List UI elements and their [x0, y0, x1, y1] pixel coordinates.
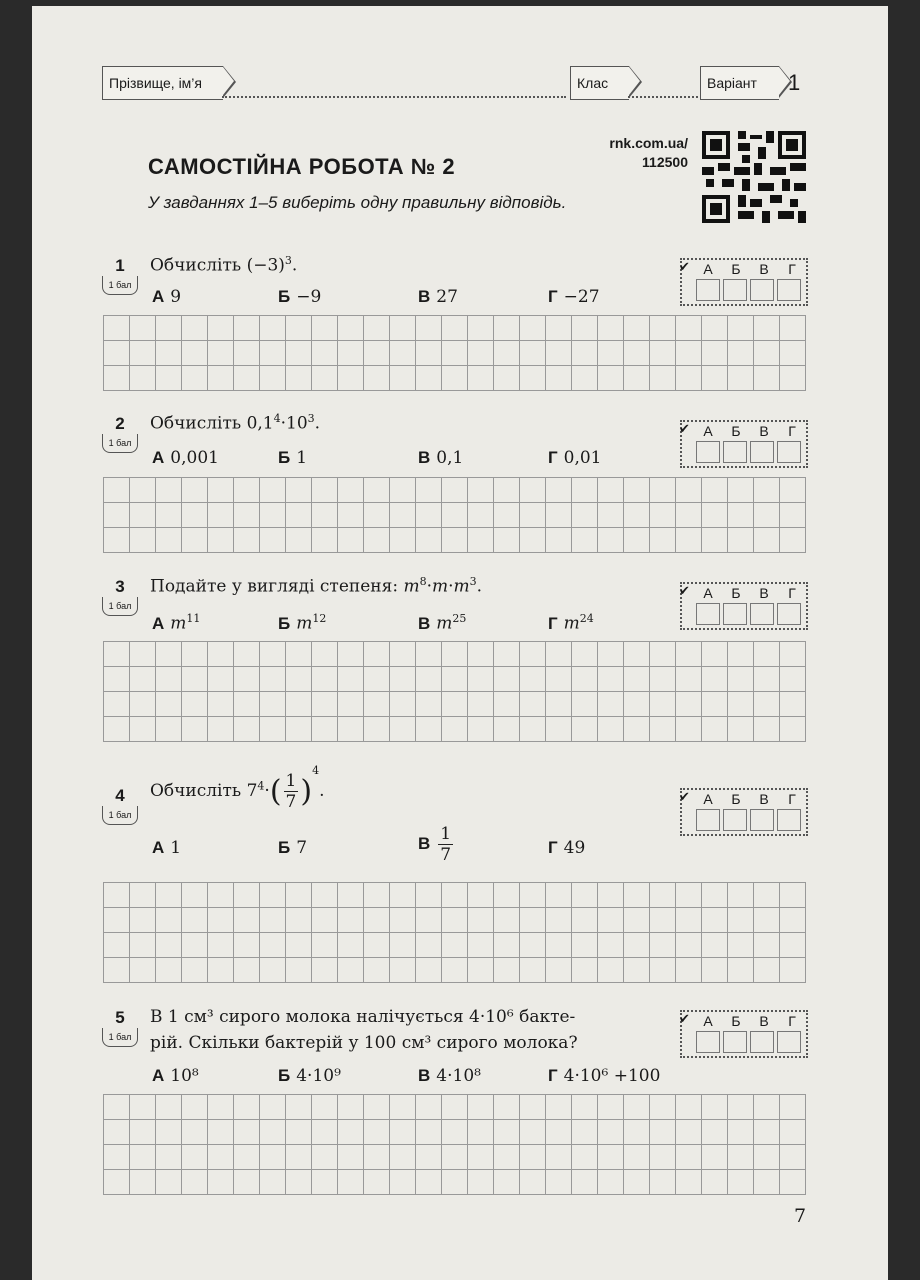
- question-number: 2: [115, 414, 125, 433]
- q4-option-b[interactable]: [278, 838, 307, 858]
- option-letter: Б: [278, 448, 291, 467]
- q5-answer-box[interactable]: [680, 1010, 808, 1058]
- option-letter: Б: [278, 287, 291, 306]
- question-prompt: Обчисліть: [150, 781, 242, 801]
- option-exponent: 11: [186, 612, 201, 625]
- answer-cell[interactable]: [777, 1031, 801, 1053]
- q3-option-c[interactable]: [418, 612, 466, 634]
- option-letter: Б: [278, 1066, 291, 1085]
- q5-option-c[interactable]: [418, 1066, 481, 1086]
- question-prompt: Обчисліть: [150, 413, 242, 434]
- q1-answer-box[interactable]: [680, 258, 808, 306]
- name-label: [102, 66, 223, 100]
- q5-option-b[interactable]: [278, 1066, 341, 1086]
- q3-option-b[interactable]: [278, 612, 326, 634]
- answer-cell[interactable]: [750, 809, 774, 831]
- option-value: 10⁸: [170, 1066, 199, 1086]
- option-value: 49: [563, 838, 586, 858]
- score-label: 1 бал: [102, 597, 138, 616]
- answer-cell[interactable]: [723, 603, 747, 625]
- option-exponent: 24: [579, 612, 594, 625]
- option-letter: В: [418, 834, 431, 853]
- answer-cell[interactable]: [696, 603, 720, 625]
- option-value: m: [436, 613, 453, 634]
- answer-letter: А: [703, 585, 713, 601]
- option-letter: Г: [548, 287, 558, 306]
- answer-cell[interactable]: [777, 441, 801, 463]
- check-icon: ✔: [679, 790, 690, 805]
- q4-option-a[interactable]: [152, 838, 181, 858]
- answer-letter: А: [703, 423, 713, 439]
- option-letter: Г: [548, 838, 558, 857]
- question-number: 4: [115, 786, 125, 805]
- class-label-text: Клас: [577, 75, 609, 91]
- q3-answer-box[interactable]: [680, 582, 808, 630]
- q1-option-a[interactable]: [152, 287, 181, 307]
- page-title: САМОСТІЙНА РОБОТА № 2: [148, 154, 456, 179]
- answer-cell[interactable]: [723, 1031, 747, 1053]
- option-letter: А: [152, 1066, 165, 1085]
- answer-letter: Г: [788, 1013, 796, 1029]
- option-letter: А: [152, 838, 165, 857]
- question-3-text: Подайте у вигляді степеня: $m^8\cdot m\cdot m^3$.: [150, 575, 483, 597]
- answer-cell[interactable]: [750, 441, 774, 463]
- question-prompt: Обчисліть: [150, 255, 242, 276]
- question-4-badge: [100, 786, 140, 826]
- answer-cell[interactable]: [750, 1031, 774, 1053]
- question-prompt: Подайте у вигляді степеня:: [150, 576, 399, 597]
- question-number: 3: [115, 577, 125, 596]
- answer-letter: Г: [788, 791, 796, 807]
- answer-cell[interactable]: [723, 441, 747, 463]
- check-icon: ✔: [679, 422, 690, 437]
- option-letter: Г: [548, 448, 558, 467]
- option-letter: Г: [548, 1066, 558, 1085]
- class-label: [570, 66, 629, 100]
- answer-letter: А: [703, 261, 713, 277]
- question-1-badge: [100, 256, 140, 296]
- option-letter: В: [418, 1066, 431, 1085]
- option-value: 9: [170, 287, 182, 307]
- answer-letter: Б: [731, 585, 741, 601]
- check-icon: ✔: [679, 1012, 690, 1027]
- q2-option-c[interactable]: [418, 448, 463, 468]
- instruction-text: У завданнях 1–5 виберіть одну правильну відповідь.: [148, 193, 567, 212]
- answer-letter: А: [703, 791, 713, 807]
- score-label: 1 бал: [102, 434, 138, 453]
- answer-cell[interactable]: [777, 279, 801, 301]
- answer-letter: Б: [731, 1013, 741, 1029]
- q1-option-d[interactable]: [548, 287, 600, 307]
- option-value: m: [296, 613, 313, 634]
- q4-work-grid[interactable]: [103, 882, 806, 983]
- answer-letter: В: [759, 791, 769, 807]
- option-value: m: [563, 613, 580, 634]
- answer-letter: В: [759, 585, 769, 601]
- option-exponent: 25: [452, 612, 467, 625]
- question-line-1: В 1 см³ сирого молока налічується 4·10⁶ бакте-: [150, 1007, 576, 1027]
- option-letter: В: [418, 448, 431, 467]
- answer-letter: Б: [731, 791, 741, 807]
- q5-work-grid[interactable]: [103, 1094, 806, 1195]
- option-value: 1: [170, 838, 182, 858]
- option-value: 4·10⁸: [436, 1066, 481, 1086]
- question-1-text: Обчисліть $(-3)^3$.: [150, 254, 298, 276]
- answer-cell[interactable]: [777, 603, 801, 625]
- answer-letter: Б: [731, 261, 741, 277]
- answer-letter: Г: [788, 261, 796, 277]
- option-value: 4·10⁶ +100: [563, 1066, 661, 1086]
- q2-option-d[interactable]: [548, 448, 602, 468]
- q2-answer-box[interactable]: [680, 420, 808, 468]
- question-5-text: [150, 1004, 578, 1056]
- q3-option-a[interactable]: [152, 612, 200, 634]
- page-number: 7: [794, 1205, 807, 1227]
- q4-option-d[interactable]: [548, 838, 585, 858]
- option-value: 0,01: [563, 448, 602, 468]
- q4-answer-box[interactable]: [680, 788, 808, 836]
- option-exponent: 12: [312, 612, 327, 625]
- answer-letter: Б: [731, 423, 741, 439]
- variant-label: [700, 66, 779, 100]
- question-5-badge: [100, 1008, 140, 1048]
- q3-work-grid[interactable]: [103, 641, 806, 742]
- option-value: −27: [563, 287, 600, 307]
- name-label-text: Прізвище, ім’я: [109, 75, 202, 91]
- site-url: rnk.com.ua/: [609, 135, 688, 151]
- option-value: m: [170, 613, 187, 634]
- variant-label-text: Варіант: [707, 75, 757, 91]
- answer-letter: В: [759, 1013, 769, 1029]
- score-label: 1 бал: [102, 1028, 138, 1047]
- site-code: 112500: [642, 154, 688, 170]
- option-value: 1: [296, 448, 308, 468]
- answer-cell[interactable]: [723, 809, 747, 831]
- answer-cell[interactable]: [777, 809, 801, 831]
- answer-letter: Г: [788, 423, 796, 439]
- q3-option-d[interactable]: [548, 612, 594, 634]
- q1-option-c[interactable]: [418, 287, 458, 307]
- answer-letter: В: [759, 423, 769, 439]
- answer-cell[interactable]: [750, 603, 774, 625]
- option-letter: А: [152, 287, 165, 306]
- question-2-text: Обчисліть $0,1^4\cdot 10^3$.: [150, 412, 321, 434]
- option-value: 27: [436, 287, 458, 307]
- name-field[interactable]: [222, 96, 566, 98]
- option-value: −9: [296, 287, 322, 307]
- score-label: 1 бал: [102, 276, 138, 295]
- qr-code-icon: [702, 131, 806, 223]
- question-4-text: Обчисліть $7^4\cdot$( $\frac{1}{7}$ )$^4$.: [150, 764, 325, 812]
- question-line-2: рій. Скільки бактерій у 100 см³ сирого молока?: [150, 1033, 578, 1053]
- option-value: 4·10⁹: [296, 1066, 341, 1086]
- score-label: 1 бал: [102, 806, 138, 825]
- option-letter: В: [418, 613, 431, 633]
- answer-letter: В: [759, 261, 769, 277]
- answer-letter: Г: [788, 585, 796, 601]
- site-link[interactable]: [606, 134, 688, 172]
- answer-cell[interactable]: [750, 279, 774, 301]
- option-letter: Г: [548, 613, 558, 633]
- answer-cell[interactable]: [696, 809, 720, 831]
- question-3-badge: [100, 577, 140, 617]
- option-value: 0,001: [170, 448, 219, 468]
- q5-option-d[interactable]: [548, 1066, 660, 1086]
- q2-option-b[interactable]: [278, 448, 307, 468]
- option-letter: Б: [278, 613, 291, 633]
- answer-cell[interactable]: [696, 1031, 720, 1053]
- option-value: 0,1: [436, 448, 464, 468]
- answer-letter: А: [703, 1013, 713, 1029]
- q5-option-a[interactable]: [152, 1066, 199, 1086]
- option-letter: А: [152, 613, 165, 633]
- question-2-badge: [100, 414, 140, 454]
- q2-work-grid[interactable]: [103, 477, 806, 553]
- fraction-one-seventh: $\frac{1}{7}$: [440, 824, 452, 865]
- check-icon: ✔: [679, 260, 690, 275]
- q2-option-a[interactable]: [152, 448, 219, 468]
- answer-cell[interactable]: [696, 441, 720, 463]
- option-value: 7: [296, 838, 308, 858]
- check-icon: ✔: [679, 584, 690, 599]
- question-number: 5: [115, 1008, 125, 1027]
- question-number: 1: [115, 256, 125, 275]
- fraction: $\frac{1}{7}$: [285, 771, 297, 812]
- option-letter: В: [418, 287, 431, 306]
- q1-option-b[interactable]: [278, 287, 321, 307]
- answer-cell[interactable]: [696, 279, 720, 301]
- q1-work-grid[interactable]: [103, 315, 806, 391]
- answer-cell[interactable]: [723, 279, 747, 301]
- variant-number: 1: [788, 70, 801, 95]
- option-letter: Б: [278, 838, 291, 857]
- q4-option-c[interactable]: [418, 824, 455, 865]
- class-field[interactable]: [628, 96, 698, 98]
- option-letter: А: [152, 448, 165, 467]
